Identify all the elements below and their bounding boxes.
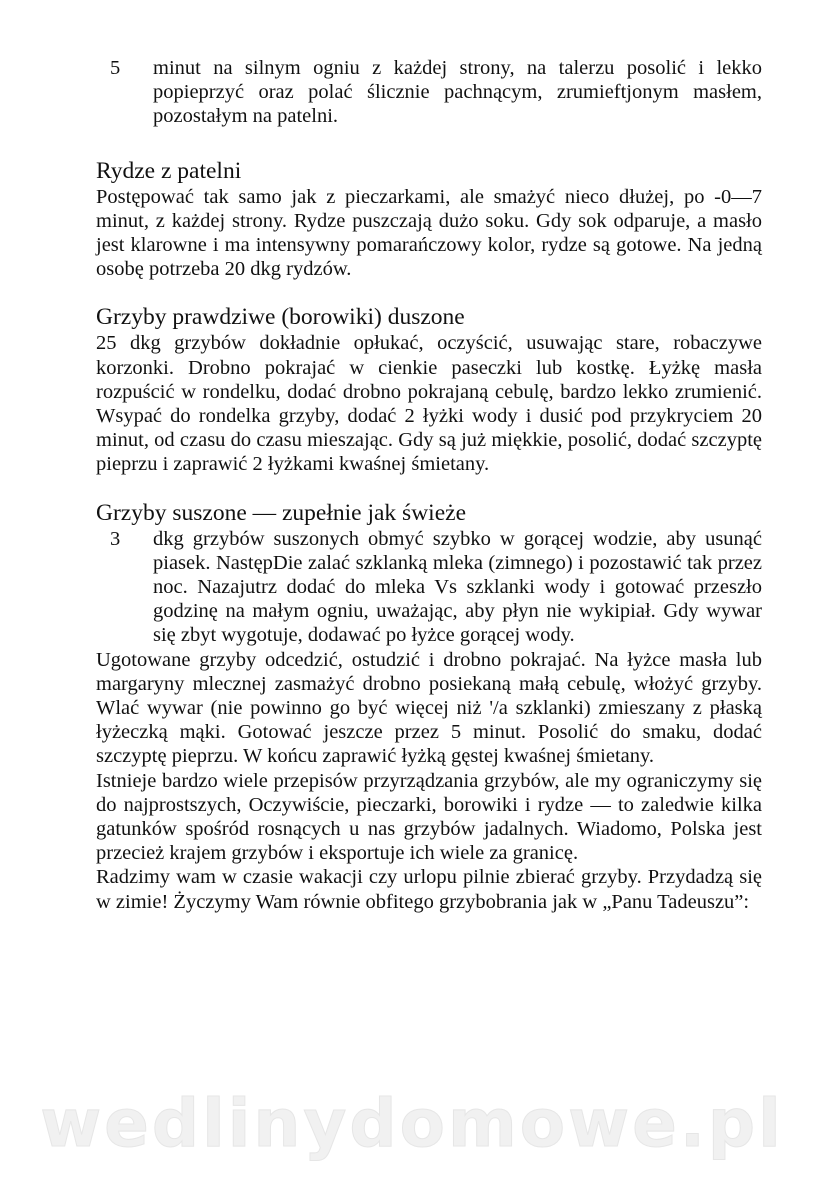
rydze-paragraph: Postępować tak samo jak z pieczarkami, ale smażyć nieco dłużej, po -0—7 minut, z każdej strony. Rydze puszczają dużo soku. Gdy sok odparuje, a masło jest klarowne i ma intensywny pomarańczowy kolor, rydze są gotowe. Na jedną osobę potrzeba 20 dkg rydzów.: [96, 185, 762, 281]
heading-rydze: Rydze z patelni: [96, 157, 242, 184]
heading-suszone: Grzyby suszone — zupełnie jak świeże: [96, 499, 466, 526]
suszone-paragraph-3: Radzimy wam w czasie wakacji czy urlopu pilnie zbierać grzyby. Przydadzą się w zimie! Życzymy Wam równie obfitego grzybobrania jak w „Panu Tadeuszu”:: [96, 866, 762, 913]
suszone-number: 3: [110, 527, 121, 550]
intro-paragraph: [96, 56, 762, 129]
suszone-hanging-text: dkg grzybów suszonych obmyć szybko w gorącej wodzie, aby usunąć piasek. NastępDie zalać szklanką mleka (zimnego) i pozostawić tak przez noc. Nazajutrz dodać do mleka Vs szklanki wody i gotować przeszło godzinę na małym ogniu, uważając, aby płyn nie wykipiał. Gdy wywar się zbyt wygotuje, dodawać po łyżce gorącej wody.: [153, 527, 762, 647]
suszone-paragraph-1: Ugotowane grzyby odcedzić, ostudzić i drobno pokrajać. Na łyżce masła lub margaryny mlecznej zasmażyć drobno posiekaną małą cebulę, włożyć grzyby. Wlać wywar (nie powinno go być więcej niż '/a szklanki) zmieszany z płaską łyżeczką mąki. Gotować jeszcze przez 5 minut. Posolić do smaku, dodać szczyptę pieprzu. W końcu zaprawić łyżką gęstej kwaśnej śmietany.: [96, 648, 762, 768]
intro-number: 5: [110, 57, 121, 79]
suszone-paragraph-2: Istnieje bardzo wiele przepisów przyrządzania grzybów, ale my ograniczymy się do najprostszych, Oczywiście, pieczarki, borowiki i rydze — to zaledwie kilka gatunków spośród rosnących u nas grzybów jadalnych. Wiadomo, Polska jest przecież krajem grzybów i eksportuje ich wiele za granicę.: [96, 769, 762, 865]
document-page: [96, 56, 762, 914]
borowiki-paragraph: 25 dkg grzybów dokładnie opłukać, oczyścić, usuwając stare, robaczywe korzonki. Drobno pokrajać w cienkie paseczki lub kostkę. Łyżkę masła rozpuścić w rondelku, dodać drobno pokrajaną cebulę, bardzo lekko zrumienić. Wsypać do rondelka grzyby, dodać 2 łyżki wody i dusić pod przykryciem 20 minut, od czasu do czasu mieszając. Gdy są już miękkie, posolić, dodać szczyptę pieprzu i zaprawić 2 łyżkami kwaśnej śmietany.: [96, 332, 762, 476]
heading-borowiki: Grzyby prawdziwe (borowiki) duszone: [96, 304, 465, 331]
intro-text: minut na silnym ogniu z każdej strony, na talerzu posolić i lekko popieprzyć oraz polać ślicznie pachnącym, zrumieftjonym masłem, pozostałym na patelni.: [153, 57, 762, 128]
watermark: wedlinydomowe.pl: [40, 1085, 784, 1162]
suszone-hanging-paragraph: [96, 527, 762, 648]
